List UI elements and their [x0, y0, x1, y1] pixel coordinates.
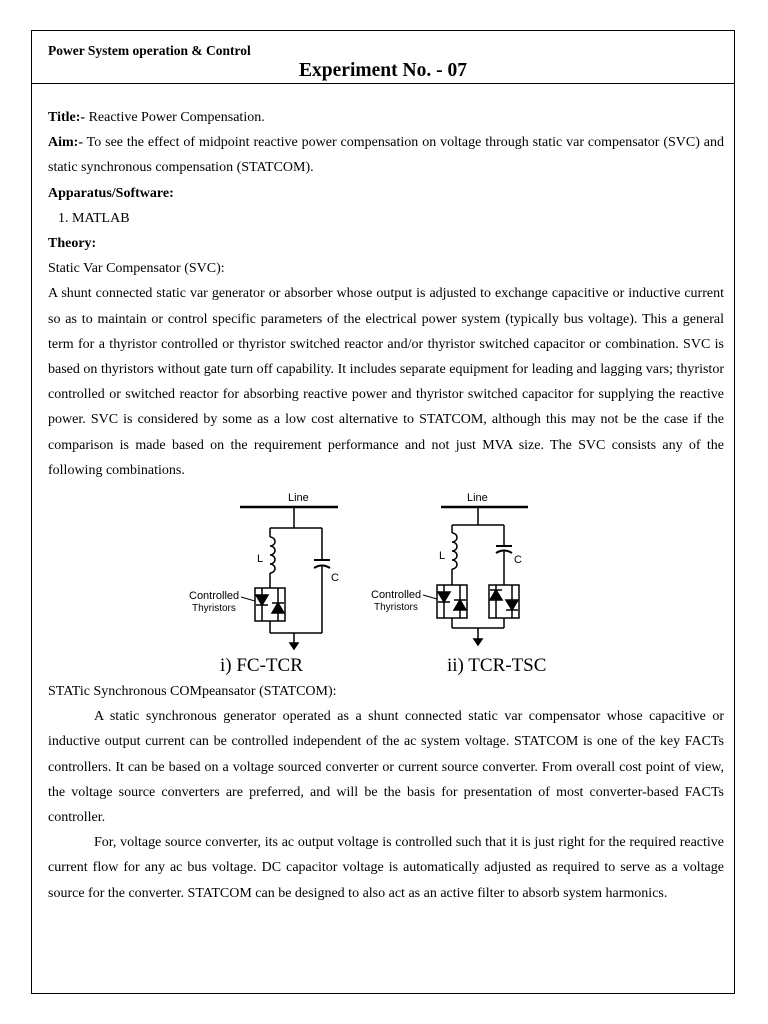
fc-tcr-controlled-label: Controlled: [189, 590, 240, 603]
tcr-tsc-circuit: [423, 507, 528, 645]
tcr-tsc-thyristors-label: Thyristors: [374, 602, 418, 614]
title-text: Reactive Power Compensation.: [88, 110, 265, 125]
fc-tcr-caption: i) FC-TCR: [220, 655, 303, 677]
tcr-tsc-inductor-icon: [452, 533, 457, 569]
tcr-tsc-ground-icon: [474, 639, 482, 645]
tcr-tsc-thyristor-up-icon: [454, 600, 466, 610]
apparatus-item: 1. MATLAB: [58, 210, 130, 226]
tcr-tsc-caption: ii) TCR-TSC: [447, 655, 547, 677]
title-label: Title:-: [48, 110, 86, 125]
tcr-tsc-thyristor-down-icon: [438, 592, 450, 602]
tcr-tsc-controlled-label: Controlled: [371, 589, 422, 602]
document-body: [48, 105, 724, 906]
header-divider: [32, 83, 734, 84]
fc-tcr-line-label: Line: [288, 492, 309, 505]
tcr-tsc-inductor-label: L: [439, 550, 446, 563]
svc-circuit-diagram: [48, 483, 724, 679]
statcom-heading: STATic Synchronous COMpeansator (STATCOM):: [48, 684, 337, 700]
tcr-tsc-capacitor-label: C: [514, 554, 522, 567]
title-line: [48, 105, 724, 130]
fc-tcr-thyristor-down-icon: [256, 595, 268, 605]
statcom-paragraph-1: A static synchronous generator operated as a shunt connected static var compensator whose capacitive or inductive output current can be controlled independent of the ac system voltage. STATCOM is one of the key FACTs controllers. It can be based on a voltage sourced converter or current source converter. From overall cost point of view, the voltage source converters are preferred, and will be the basis for presentation of most converter-based FACTs controller.: [48, 709, 724, 826]
svc-heading: Static Var Compensator (SVC):: [48, 261, 225, 277]
aim-line: [48, 130, 724, 180]
tcr-tsc-line-label: Line: [467, 492, 488, 505]
fc-tcr-capacitor-label: C: [331, 572, 339, 585]
aim-text: To see the effect of midpoint reactive power compensation on voltage through static var compensator (SVC) and static synchronous compensation (STATCOM).: [48, 135, 724, 176]
fc-tcr-inductor-label: L: [257, 553, 264, 566]
course-title: Power System operation & Control: [48, 43, 251, 58]
fc-tcr-inductor-icon: [270, 537, 275, 573]
fc-tcr-ground-icon: [290, 643, 298, 649]
apparatus-heading: Apparatus/Software:: [48, 185, 174, 201]
document-page: [31, 30, 735, 994]
svc-figure: [48, 483, 724, 679]
theory-heading: Theory:: [48, 236, 97, 252]
fc-tcr-thyristors-label: Thyristors: [192, 603, 236, 615]
fc-tcr-circuit: [240, 507, 338, 649]
aim-label: Aim:-: [48, 135, 83, 151]
experiment-number: Experiment No. - 07: [299, 60, 467, 81]
svc-paragraph: A shunt connected static var generator or absorber whose output is adjusted to exchange capacitive or inductive current so as to maintain or control specific parameters of the electrical power system (typically bus voltage). This a general term for a thyristor controlled or thyristor switched reactor and/or thyristor switched capacitor or combination. SVC is based on thyristors without gate turn off capability. It includes separate equipment for leading and lagging vars; thyristor controlled or switched reactor for absorbing reactive power and thyristor switched capacitor for supplying the reactive power. SVC is considered by some as a low cost alternative to STATCOM, although this may not be the case if the comparison is made based on the requirement performance and not just MVA size. The SVC consists any of the following combinations.: [48, 286, 724, 478]
fc-tcr-thyristor-up-icon: [272, 603, 284, 613]
statcom-paragraph-2: For, voltage source converter, its ac output voltage is controlled such that it is just right for the required reactive current flow for any ac bus voltage. DC capacitor voltage is automatically adjusted as required to serve as a voltage source for the converter. STATCOM can be designed to also act as an active filter to absorb system harmonics.: [48, 835, 724, 901]
